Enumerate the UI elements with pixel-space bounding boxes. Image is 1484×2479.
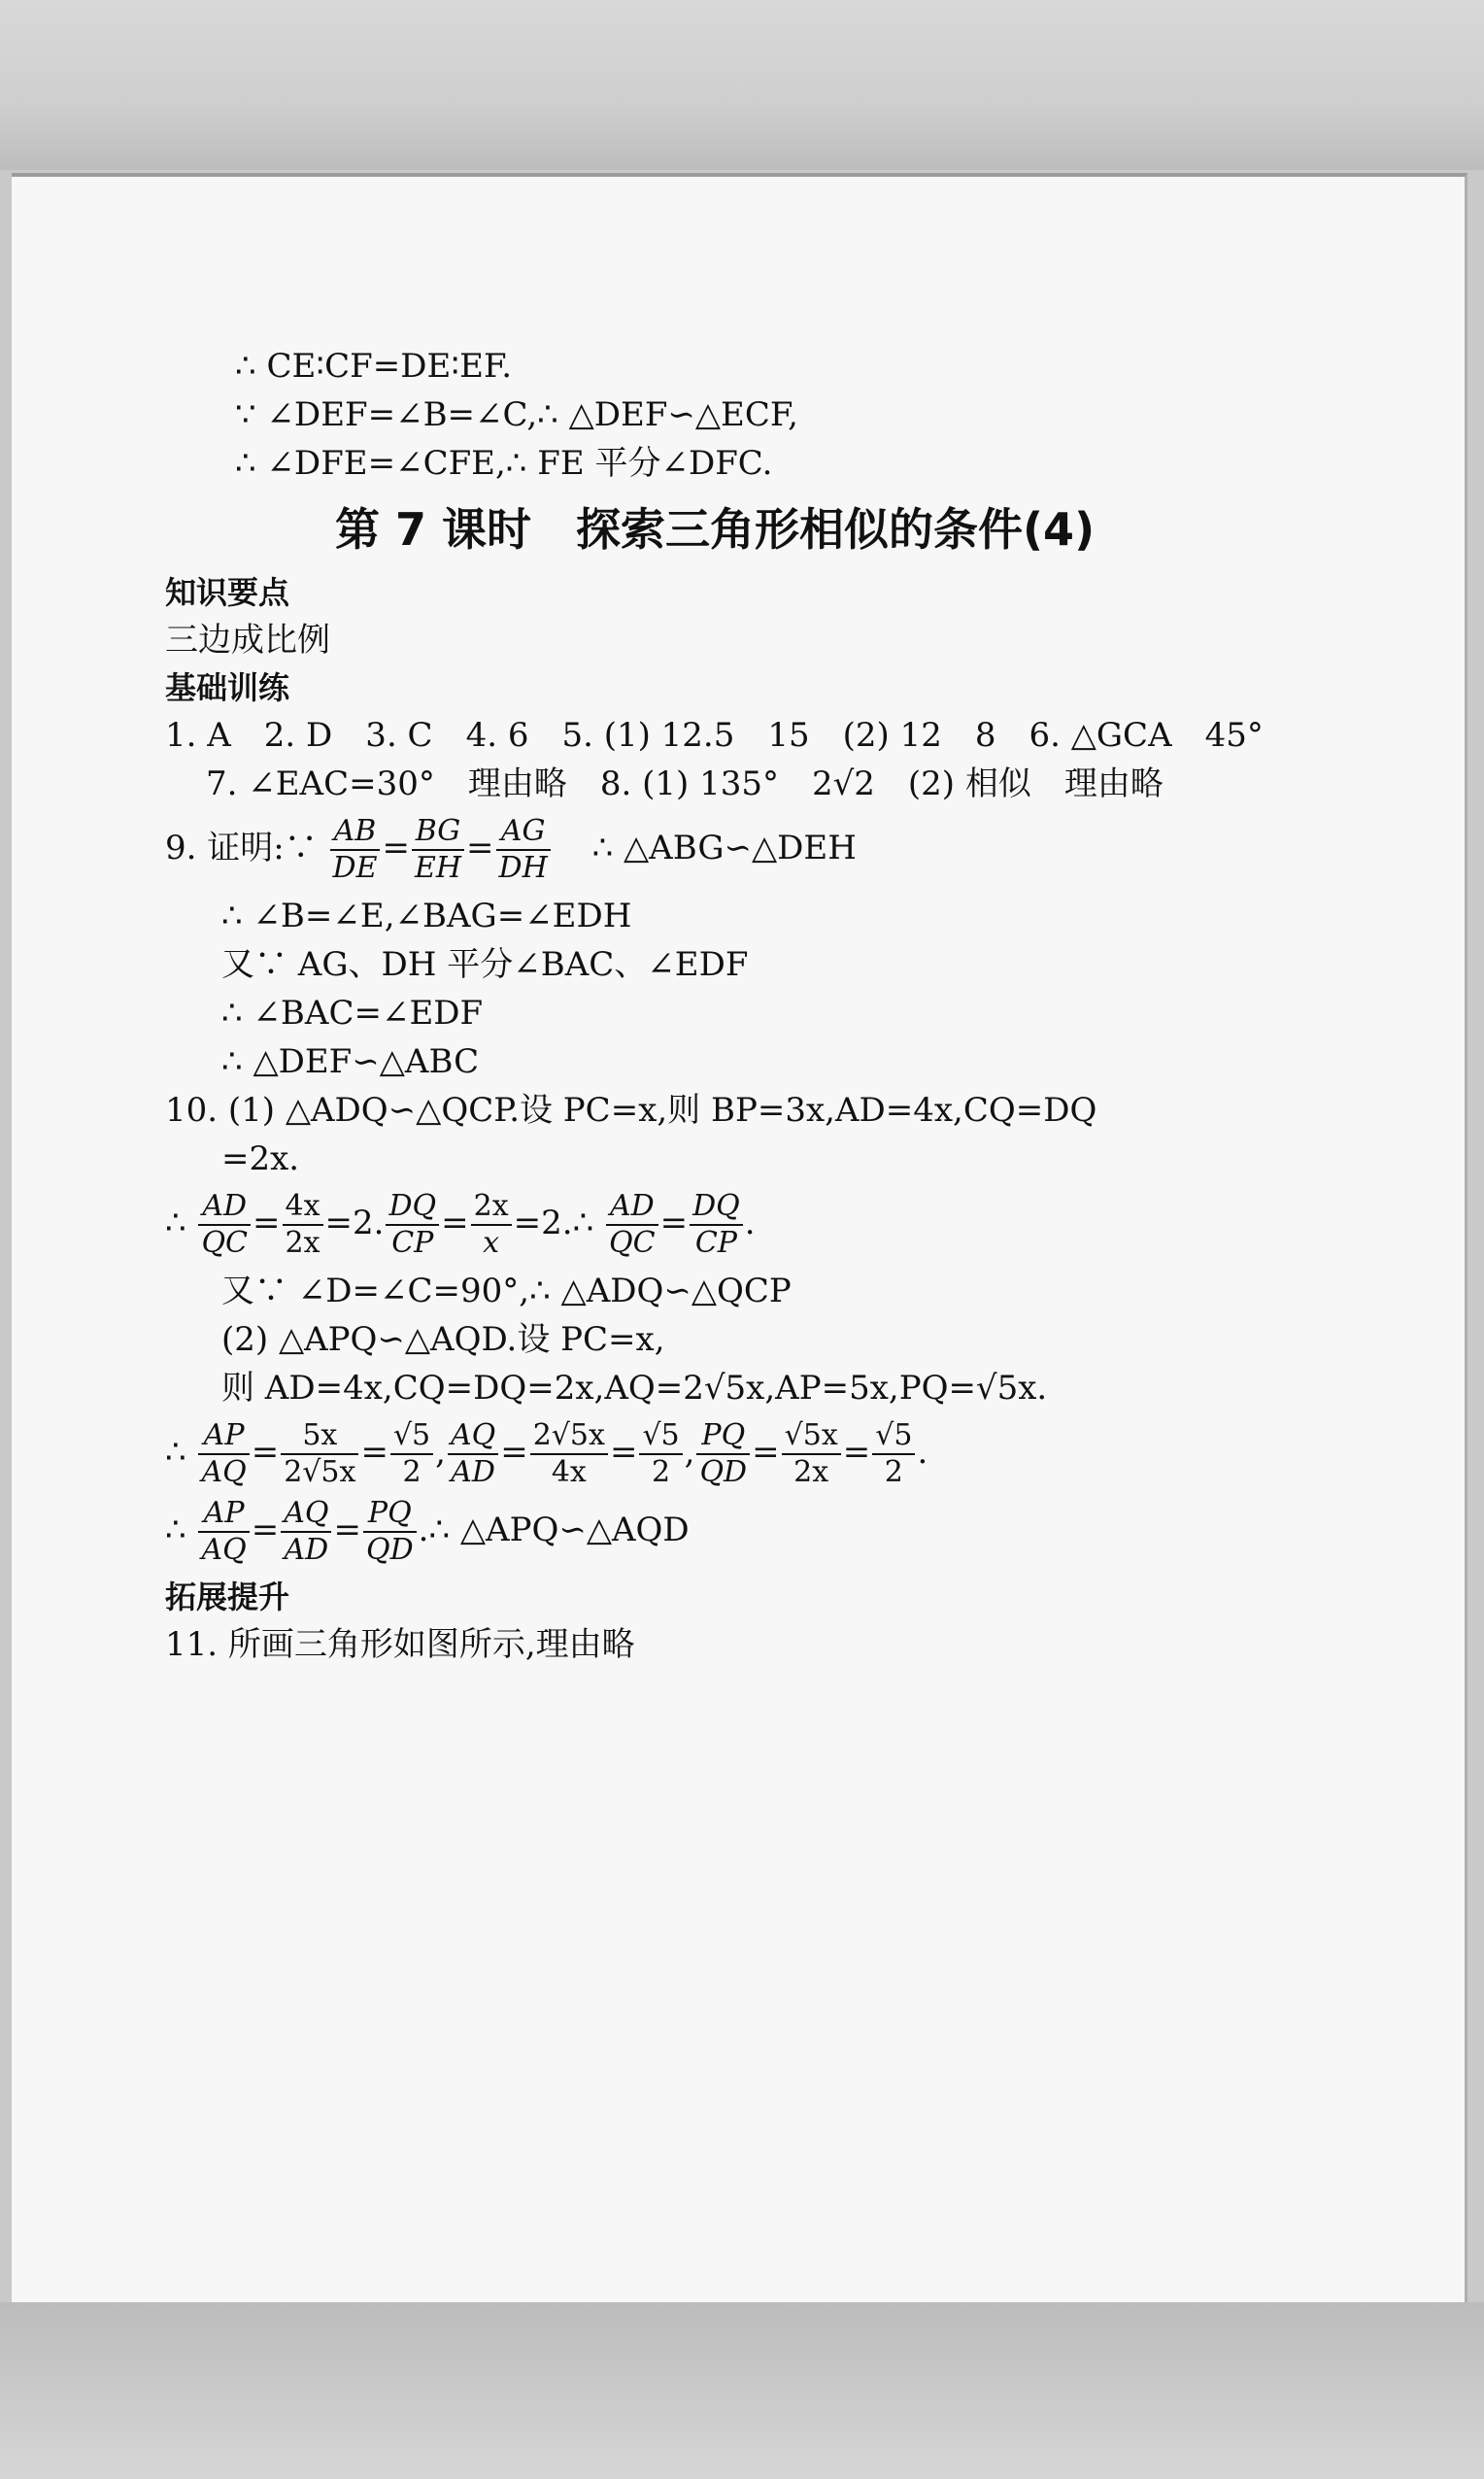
- fraction: $\frac{BG}{EH}$: [412, 814, 464, 886]
- fraction: $\frac{DQ}{CP}$: [690, 1189, 743, 1261]
- fraction: $\frac{√5}{2}$: [390, 1418, 433, 1490]
- q10-line-8: ∴ $\frac{AP}{AQ}$ = $\frac{AQ}{AD}$ = $\frac{PQ}{QD}$ .∴ △APQ∽△AQD: [165, 1496, 690, 1567]
- answer-11: 11. 所画三角形如图所示,理由略: [165, 1625, 635, 1664]
- fraction: $\frac{AP}{AQ}$: [198, 1496, 249, 1568]
- fraction: $\frac{2x}{x}$: [471, 1189, 512, 1261]
- fraction: $\frac{DQ}{CP}$: [386, 1189, 439, 1261]
- fraction: $\frac{4x}{2x}$: [283, 1189, 323, 1261]
- fraction: $\frac{√5x}{2x}$: [782, 1418, 841, 1490]
- section-heading-extension: 拓展提升: [165, 1579, 290, 1615]
- q10-line-4: 又∵ ∠D=∠C=90°,∴ △ADQ∽△QCP: [221, 1272, 792, 1310]
- q10-line-6: 则 AD=4x,CQ=DQ=2x,AQ=2√5x,AP=5x,PQ=√5x.: [221, 1369, 1048, 1408]
- top-line-3: ∴ ∠DFE=∠CFE,∴ FE 平分∠DFC.: [235, 444, 773, 483]
- fraction: $\frac{√5}{2}$: [639, 1418, 682, 1490]
- q9-line-4: ∴ ∠BAC=∠EDF: [221, 994, 484, 1033]
- q9-line-5: ∴ △DEF∽△ABC: [221, 1042, 480, 1081]
- knowledge-body: 三边成比例: [165, 621, 330, 660]
- book-page: [12, 173, 1467, 2304]
- q9-lead: 9. 证明:∵: [165, 829, 318, 867]
- fraction: $\frac{2√5x}{4x}$: [530, 1418, 608, 1490]
- top-line-2: ∵ ∠DEF=∠B=∠C,∴ △DEF∽△ECF,: [235, 395, 798, 434]
- q10-line-7: ∴ $\frac{AP}{AQ}$ = $\frac{5x}{2√5x}$ = $\frac{√5}{2}$ , $\frac{AQ}{AD}$ = $\frac{2√5x}{4x}$ = $\frac{√5}{2}$ , $\frac{PQ}{QD}$ = $\frac{√5x}{2x}$ = $\frac{√5}{2}$ .: [165, 1418, 928, 1489]
- answers-7-8: 7. ∠EAC=30° 理由略 8. (1) 135° 2√2 (2) 相似 理由略: [206, 764, 1164, 803]
- fraction: $\frac{AP}{AQ}$: [198, 1418, 249, 1490]
- top-line-1: ∴ CE∶CF=DE∶EF.: [235, 347, 513, 386]
- fraction: $\frac{AD}{QC}$: [606, 1189, 658, 1261]
- fraction: $\frac{PQ}{QD}$: [696, 1418, 750, 1490]
- q10-line-2: =2x.: [221, 1139, 300, 1178]
- q10-line-5: (2) △APQ∽△AQD.设 PC=x,: [221, 1320, 665, 1359]
- fraction: $\frac{AG}{DH}$: [496, 814, 551, 886]
- fraction: $\frac{AQ}{AD}$: [281, 1496, 331, 1568]
- q9-line-3: 又∵ AG、DH 平分∠BAC、∠EDF: [221, 945, 749, 984]
- scan-background-top: [0, 0, 1484, 170]
- fraction: $\frac{PQ}{QD}$: [363, 1496, 417, 1568]
- fraction: $\frac{5x}{2√5x}$: [281, 1418, 358, 1490]
- lesson-title: 第 7 课时 探索三角形相似的条件(4): [335, 503, 1096, 556]
- q10-line-1: 10. (1) △ADQ∽△QCP.设 PC=x,则 BP=3x,AD=4x,CQ=DQ: [165, 1091, 1097, 1130]
- scan-background-bottom: [0, 2302, 1484, 2479]
- fraction: $\frac{AB}{DE}$: [330, 814, 381, 886]
- q9-line-2: ∴ ∠B=∠E,∠BAG=∠EDH: [221, 897, 632, 935]
- page-content: [165, 342, 1331, 1669]
- q10-line-3: ∴ $\frac{AD}{QC}$ = $\frac{4x}{2x}$ =2. $\frac{DQ}{CP}$ = $\frac{2x}{x}$ =2.∴ $\frac{AD}{QC}$ = $\frac{DQ}{CP}$ .: [165, 1189, 756, 1260]
- q9-tail: ∴ △ABG∽△DEH: [591, 829, 857, 867]
- fraction: $\frac{AQ}{AD}$: [448, 1418, 498, 1490]
- section-heading-knowledge: 知识要点: [165, 574, 290, 611]
- fraction: $\frac{√5}{2}$: [872, 1418, 915, 1490]
- answers-1-6: 1. A 2. D 3. C 4. 6 5. (1) 12.5 15 (2) 12 8 6. △GCA 45°: [165, 716, 1264, 755]
- section-heading-basic: 基础训练: [165, 669, 290, 706]
- q9-line-1: 9. 证明:∵ $\frac{AB}{DE}$ = $\frac{BG}{EH}$ = $\frac{AG}{DH}$ ∴ △ABG∽△DEH: [165, 814, 857, 885]
- fraction: $\frac{AD}{QC}$: [198, 1189, 251, 1261]
